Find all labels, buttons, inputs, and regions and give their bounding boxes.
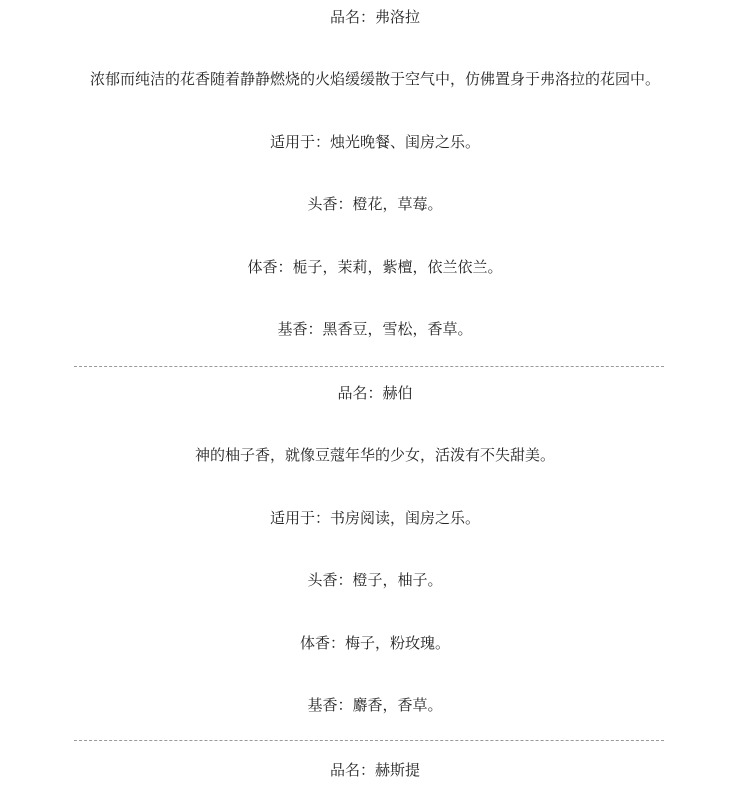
product-suitable-for: 适用于：书房阅读，闺房之乐。 bbox=[269, 509, 480, 527]
product-divider bbox=[74, 740, 664, 741]
product-middle-notes: 体香：梅子，粉玫瑰。 bbox=[299, 634, 450, 652]
product-base-notes: 基香：麝香，香草。 bbox=[307, 696, 443, 714]
product-top-notes: 头香：橙子，柚子。 bbox=[307, 571, 443, 589]
product-name: 品名：赫伯 bbox=[337, 384, 413, 402]
product-middle-notes: 体香：栀子，茉莉，紫檀，依兰依兰。 bbox=[247, 258, 503, 276]
product-top-notes: 头香：橙花，草莓。 bbox=[307, 195, 443, 213]
product-description: 浓郁而纯洁的花香随着静静燃烧的火焰缓缓散于空气中，仿佛置身于弗洛拉的花园中。 bbox=[89, 70, 660, 88]
product-base-notes: 基香：黑香豆，雪松，香草。 bbox=[277, 320, 473, 338]
product-name: 品名：弗洛拉 bbox=[329, 8, 420, 26]
product-divider bbox=[74, 366, 664, 367]
product-description: 神的柚子香，就像豆蔻年华的少女，活泼有不失甜美。 bbox=[194, 446, 555, 464]
product-suitable-for: 适用于：烛光晚餐、闺房之乐。 bbox=[269, 133, 480, 151]
product-name: 品名：赫斯提 bbox=[329, 761, 420, 779]
